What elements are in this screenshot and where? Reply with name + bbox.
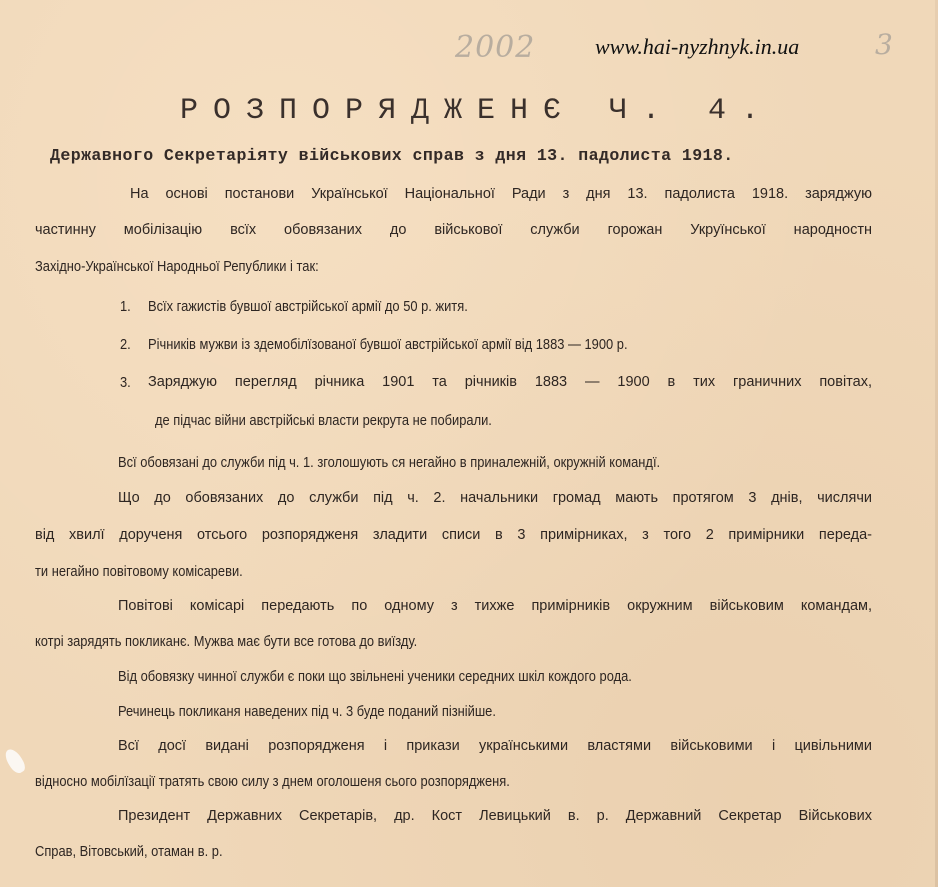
list-item-continuation: де підчас війни австрійські власти рекрута не побирали. [155,412,492,429]
page-number: 3 [875,28,893,61]
list-item-text: Річників мужви із здемобілїзованої бувшої австрійської армії від 1883 — 1900 р. [148,336,628,353]
document-subtitle: Державного Секретаріяту військових справ з дня 13. падолиста 1918. [50,146,734,165]
paragraph-line: Справ, Вітовський, отаман в. р. [35,843,223,860]
list-item-number: 3. [120,374,131,391]
paragraph-line: котрі зарядять покликанє. Мужва має бути все готова до виїзду. [35,633,418,650]
paragraph-line: Що до обовязаних до служби під ч. 2. начальники громад мають протягом 3 днів, числячи [118,490,872,506]
list-item-number: 1. [120,298,131,315]
paragraph-line: Повітові комісарі передають по одному з тихже примірників окружним військовим командам, [118,598,872,614]
intro-line: Західно-Української Народньої Републики і так: [35,258,319,275]
paragraph-line: відносно мобілїзації тратять свою силу з днем оголошеня сього розпорядженя. [35,773,510,790]
document-title: РОЗПОРЯДЖЕНЄ Ч. 4. [180,94,775,128]
paragraph-line: Всї обовязані до служби під ч. 1. зголошують ся негайно в приналежній, окружній командї. [118,454,661,471]
paper-blemish [2,746,27,776]
archive-number: 2002 [455,30,536,65]
paragraph-line: ти негайно повітовому комісареви. [35,563,243,580]
intro-line: частинну мобілізацію всїх обовязаних до військової служби горожан Укруїнської народностн [35,222,872,238]
website-watermark: www.hai-nyzhnyk.in.ua [595,34,800,59]
paragraph-line: Речинець покликаня наведених під ч. 3 буде поданий пізнійше. [118,703,496,720]
paragraph-line: Від обовязку чинної служби є поки що звільнені ученики середних шкіл кождого рода. [118,668,632,685]
paragraph-line: від хвилї дорученя отсього розпорядженя зладити списи в 3 примірниках, з того 2 примірники переда- [35,527,872,543]
intro-line: На основі постанови Української Національної Ради з дня 13. падолиста 1918. заряджую [130,186,872,202]
paragraph-line: Президент Державних Секретарів, др. Кост Левицький в. р. Державний Секретар Військових [118,808,872,824]
list-item-text: Всїх гажистів бувшої австрійської армії до 50 р. житя. [148,298,468,315]
paragraph-line: Всї досї видані розпорядженя і прикази українськими властями військовими і цивільними [118,738,872,754]
list-item-text: Заряджую перегляд річника 1901 та річників 1883 — 1900 в тих граничних повітах, [148,374,872,390]
list-item-number: 2. [120,336,131,353]
